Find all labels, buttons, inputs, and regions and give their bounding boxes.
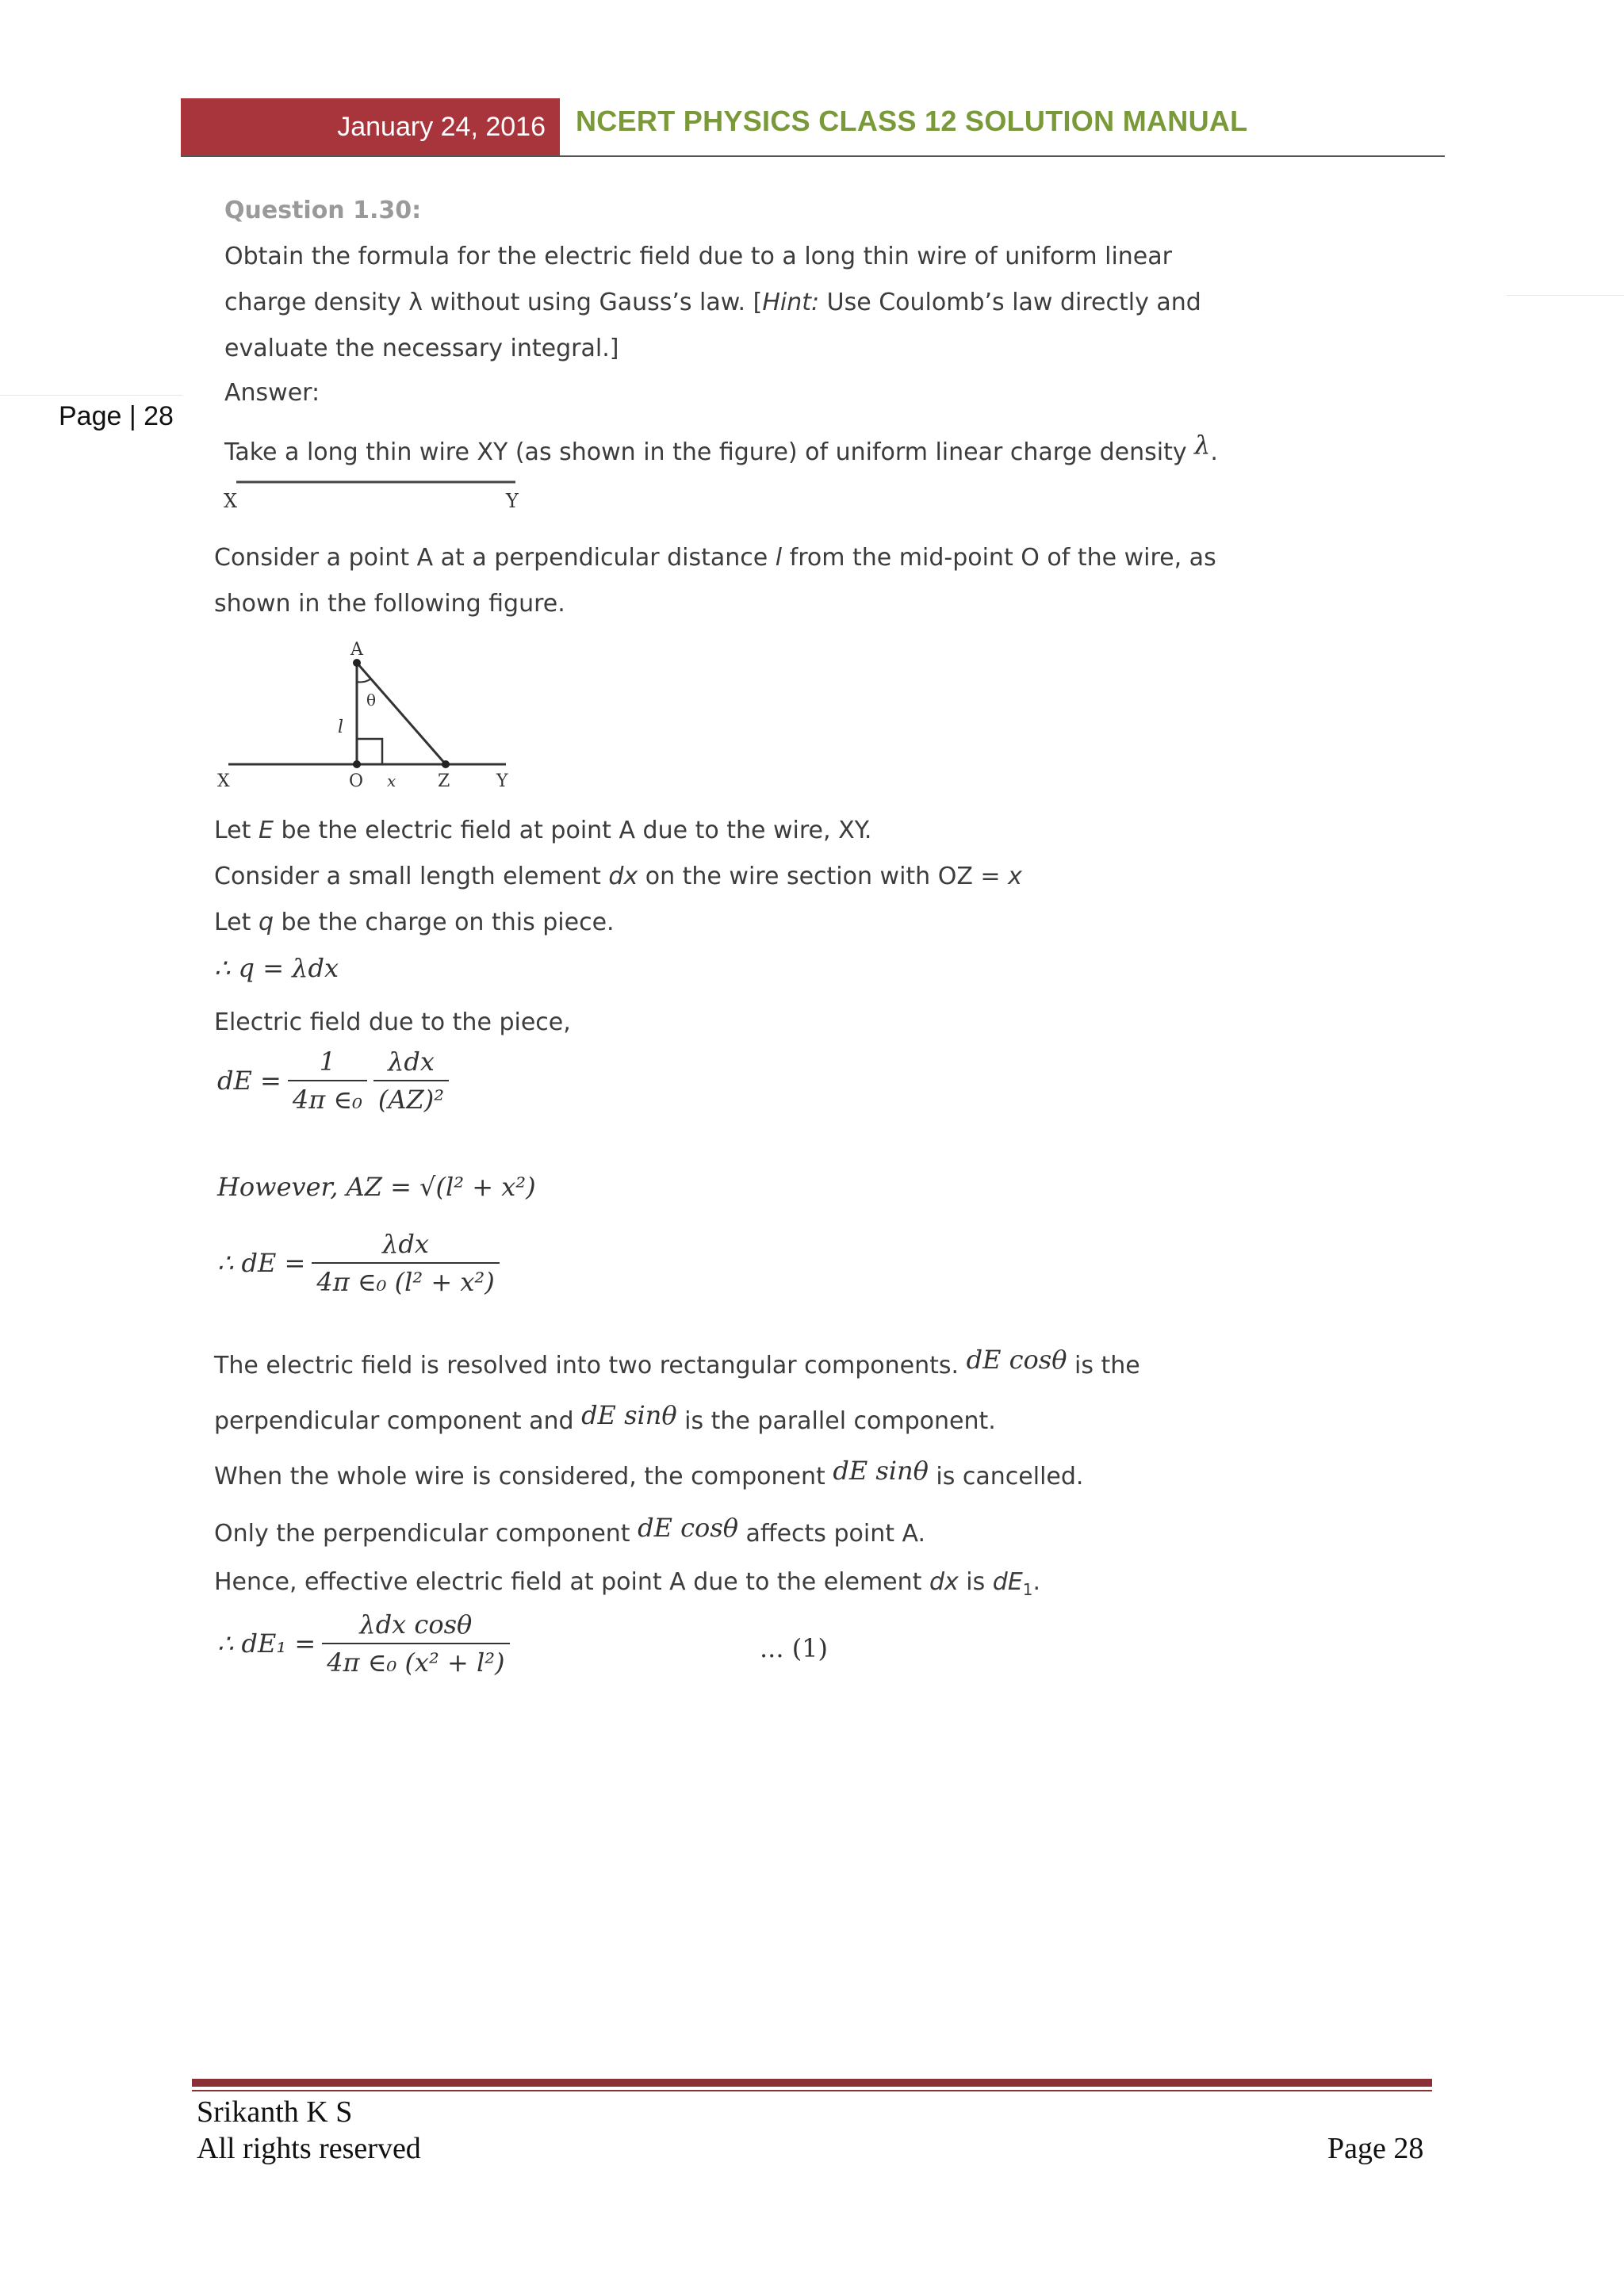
side-divider: [0, 395, 182, 396]
line-az: [357, 663, 446, 764]
resolve-line-4: Only the perpendicular component dE cosθ affects point A.: [214, 1513, 926, 1548]
equation-de1: ∴ dE₁ = $\frac{\text{λdx cosθ}}{\text{4π ∈₀ (x² + l²)}}$: [217, 1609, 510, 1678]
point-z: [442, 760, 450, 768]
label-y: Y: [496, 771, 508, 791]
let-q-line: Let q be the charge on this piece.: [214, 909, 615, 936]
footer-page-number: Page 28: [1327, 2132, 1424, 2165]
field-piece-line: Electric field due to the piece,: [214, 1008, 571, 1036]
theta-arc: [357, 679, 371, 682]
resolve-line-2: perpendicular component and dE sinθ is the parallel component.: [214, 1400, 996, 1435]
right-angle-mark: [357, 739, 382, 764]
question-line-1: Obtain the formula for the electric field due to a long thin wire of uniform linear: [224, 243, 1172, 270]
equation-de-substituted: ∴ dE = $\frac{\text{λdx}}{\text{4π ∈₀ (l² + x²)}}$: [217, 1229, 500, 1297]
resolve-line-1: The electric field is resolved into two rectangular components. dE cosθ is the: [214, 1345, 1140, 1380]
label-small-x: x: [387, 771, 396, 790]
footer-rights: All rights reserved: [197, 2132, 421, 2165]
label-o: O: [349, 771, 364, 791]
right-divider: [1507, 295, 1624, 296]
label-z: Z: [438, 771, 450, 791]
point-a: [353, 659, 361, 667]
header-date: January 24, 2016: [181, 98, 560, 155]
label-l: l: [338, 718, 344, 737]
q-equation: ∴ q = λdx: [214, 953, 339, 983]
footer-author: Srikanth K S: [197, 2095, 353, 2129]
answer-paragraph-2-line-2: shown in the following figure.: [214, 590, 565, 618]
question-line-3: evaluate the necessary integral.]: [224, 335, 619, 362]
answer-label: Answer:: [224, 379, 320, 407]
resolve-line-5: Hence, effective electric field at point A due to the element dx is $dE_1$.: [214, 1568, 1041, 1599]
geometry-figure: [211, 631, 528, 794]
equation-tag: ... (1): [760, 1633, 829, 1663]
equation-az: However, AZ = √(l² + x²): [217, 1172, 536, 1202]
point-o: [353, 760, 361, 768]
label-x: X: [217, 771, 230, 791]
consider-element-line: Consider a small length element dx on the wire section with OZ = x: [214, 863, 1022, 890]
answer-paragraph-2-line-1: Consider a point A at a perpendicular distance l from the mid-point O of the wire, as: [214, 544, 1216, 572]
footer-rule-thin: [192, 2090, 1432, 2091]
wire-figure: [222, 473, 539, 514]
resolve-line-3: When the whole wire is considered, the component dE sinθ is cancelled.: [214, 1456, 1084, 1490]
let-e-line: Let E be the electric field at point A due to the wire, XY.: [214, 817, 872, 844]
wire-label-x: X: [224, 490, 238, 512]
answer-paragraph-1: Take a long thin wire XY (as shown in the figure) of uniform linear charge density λ.: [224, 430, 1218, 466]
header-title: NCERT PHYSICS CLASS 12 SOLUTION MANUAL: [576, 105, 1248, 137]
wire-label-y: Y: [506, 490, 519, 512]
label-theta: θ: [366, 691, 377, 710]
question-heading: Question 1.30:: [224, 197, 422, 224]
label-a: A: [350, 640, 363, 660]
question-line-2: charge density λ without using Gauss’s law. [Hint: Use Coulomb’s law directly and: [224, 289, 1201, 316]
side-page-label: Page | 28: [59, 401, 174, 431]
header-rule: [181, 155, 1445, 157]
footer-rule-thick: [192, 2079, 1432, 2087]
equation-de: dE = $\frac{1}{\text{4π ∈₀}}$ $\frac{\text{λdx}}{\text{(AZ)²}}$: [217, 1047, 449, 1115]
